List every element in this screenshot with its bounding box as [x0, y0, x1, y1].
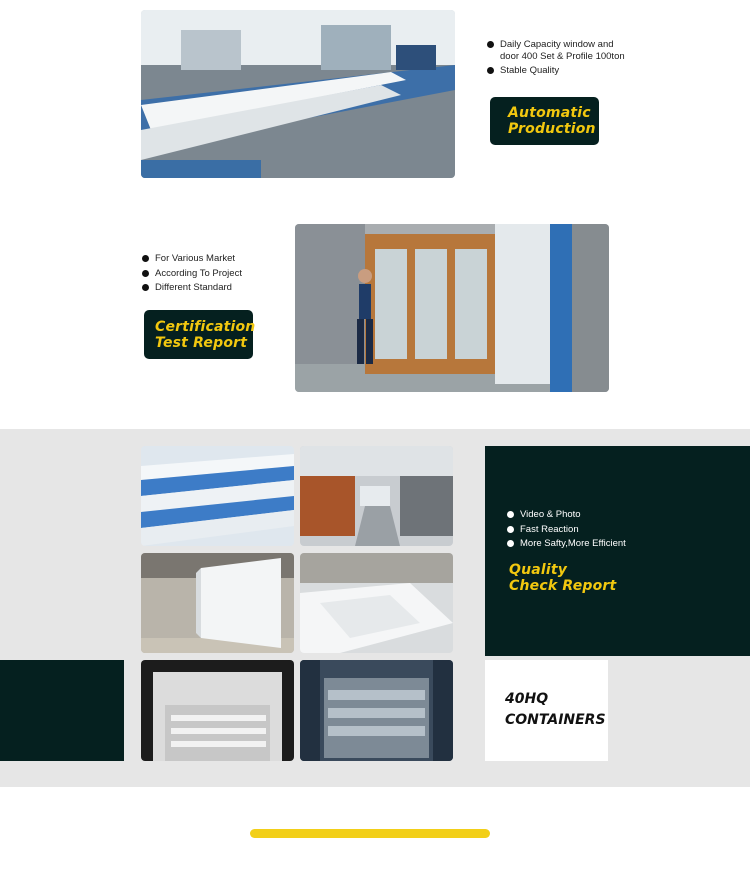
certification-bullet-list	[142, 253, 282, 297]
stacked-panels-photo	[300, 553, 453, 653]
profiles-stack-photo	[141, 446, 294, 546]
quality-check-title	[509, 562, 616, 594]
bullet-item: Fast Reaction	[507, 524, 707, 536]
container-profiles-photo	[300, 660, 453, 761]
quality-check-panel	[485, 446, 750, 656]
production-line-photo	[141, 10, 455, 178]
bullet-item: Video & Photo	[507, 509, 707, 521]
window-testing-photo	[295, 224, 609, 392]
bullet-item: Daily Capacity window and door 400 Set & Profile 100ton	[487, 39, 627, 62]
quality-bullet-list	[507, 509, 707, 553]
badge-line: Quality	[509, 562, 568, 578]
capacity-bullet-list	[487, 39, 627, 80]
automatic-production-badge	[490, 97, 599, 145]
panels-warehouse-photo	[141, 553, 294, 653]
badge-line: Check Report	[509, 578, 617, 594]
badge-line: Test Report	[155, 335, 248, 351]
bullet-item: Different Standard	[142, 282, 282, 294]
left-dark-block	[0, 660, 124, 761]
bullet-item: Stable Quality	[487, 65, 627, 77]
section-divider-bar	[250, 829, 490, 838]
badge-line: Automatic	[508, 105, 591, 121]
badge-line: Production	[508, 121, 596, 137]
warehouse-aisle-photo	[300, 446, 453, 546]
bullet-item: For Various Market	[142, 253, 282, 265]
containers-line: 40HQ	[505, 691, 549, 707]
bullet-item: According To Project	[142, 268, 282, 280]
container-loaded-photo	[141, 660, 294, 761]
badge-line: Certification	[155, 319, 256, 335]
containers-label-box	[485, 660, 608, 761]
containers-line: CONTAINERS	[505, 712, 606, 728]
bullet-item: More Safty,More Efficient	[507, 538, 707, 550]
certification-test-report-badge	[144, 310, 256, 359]
